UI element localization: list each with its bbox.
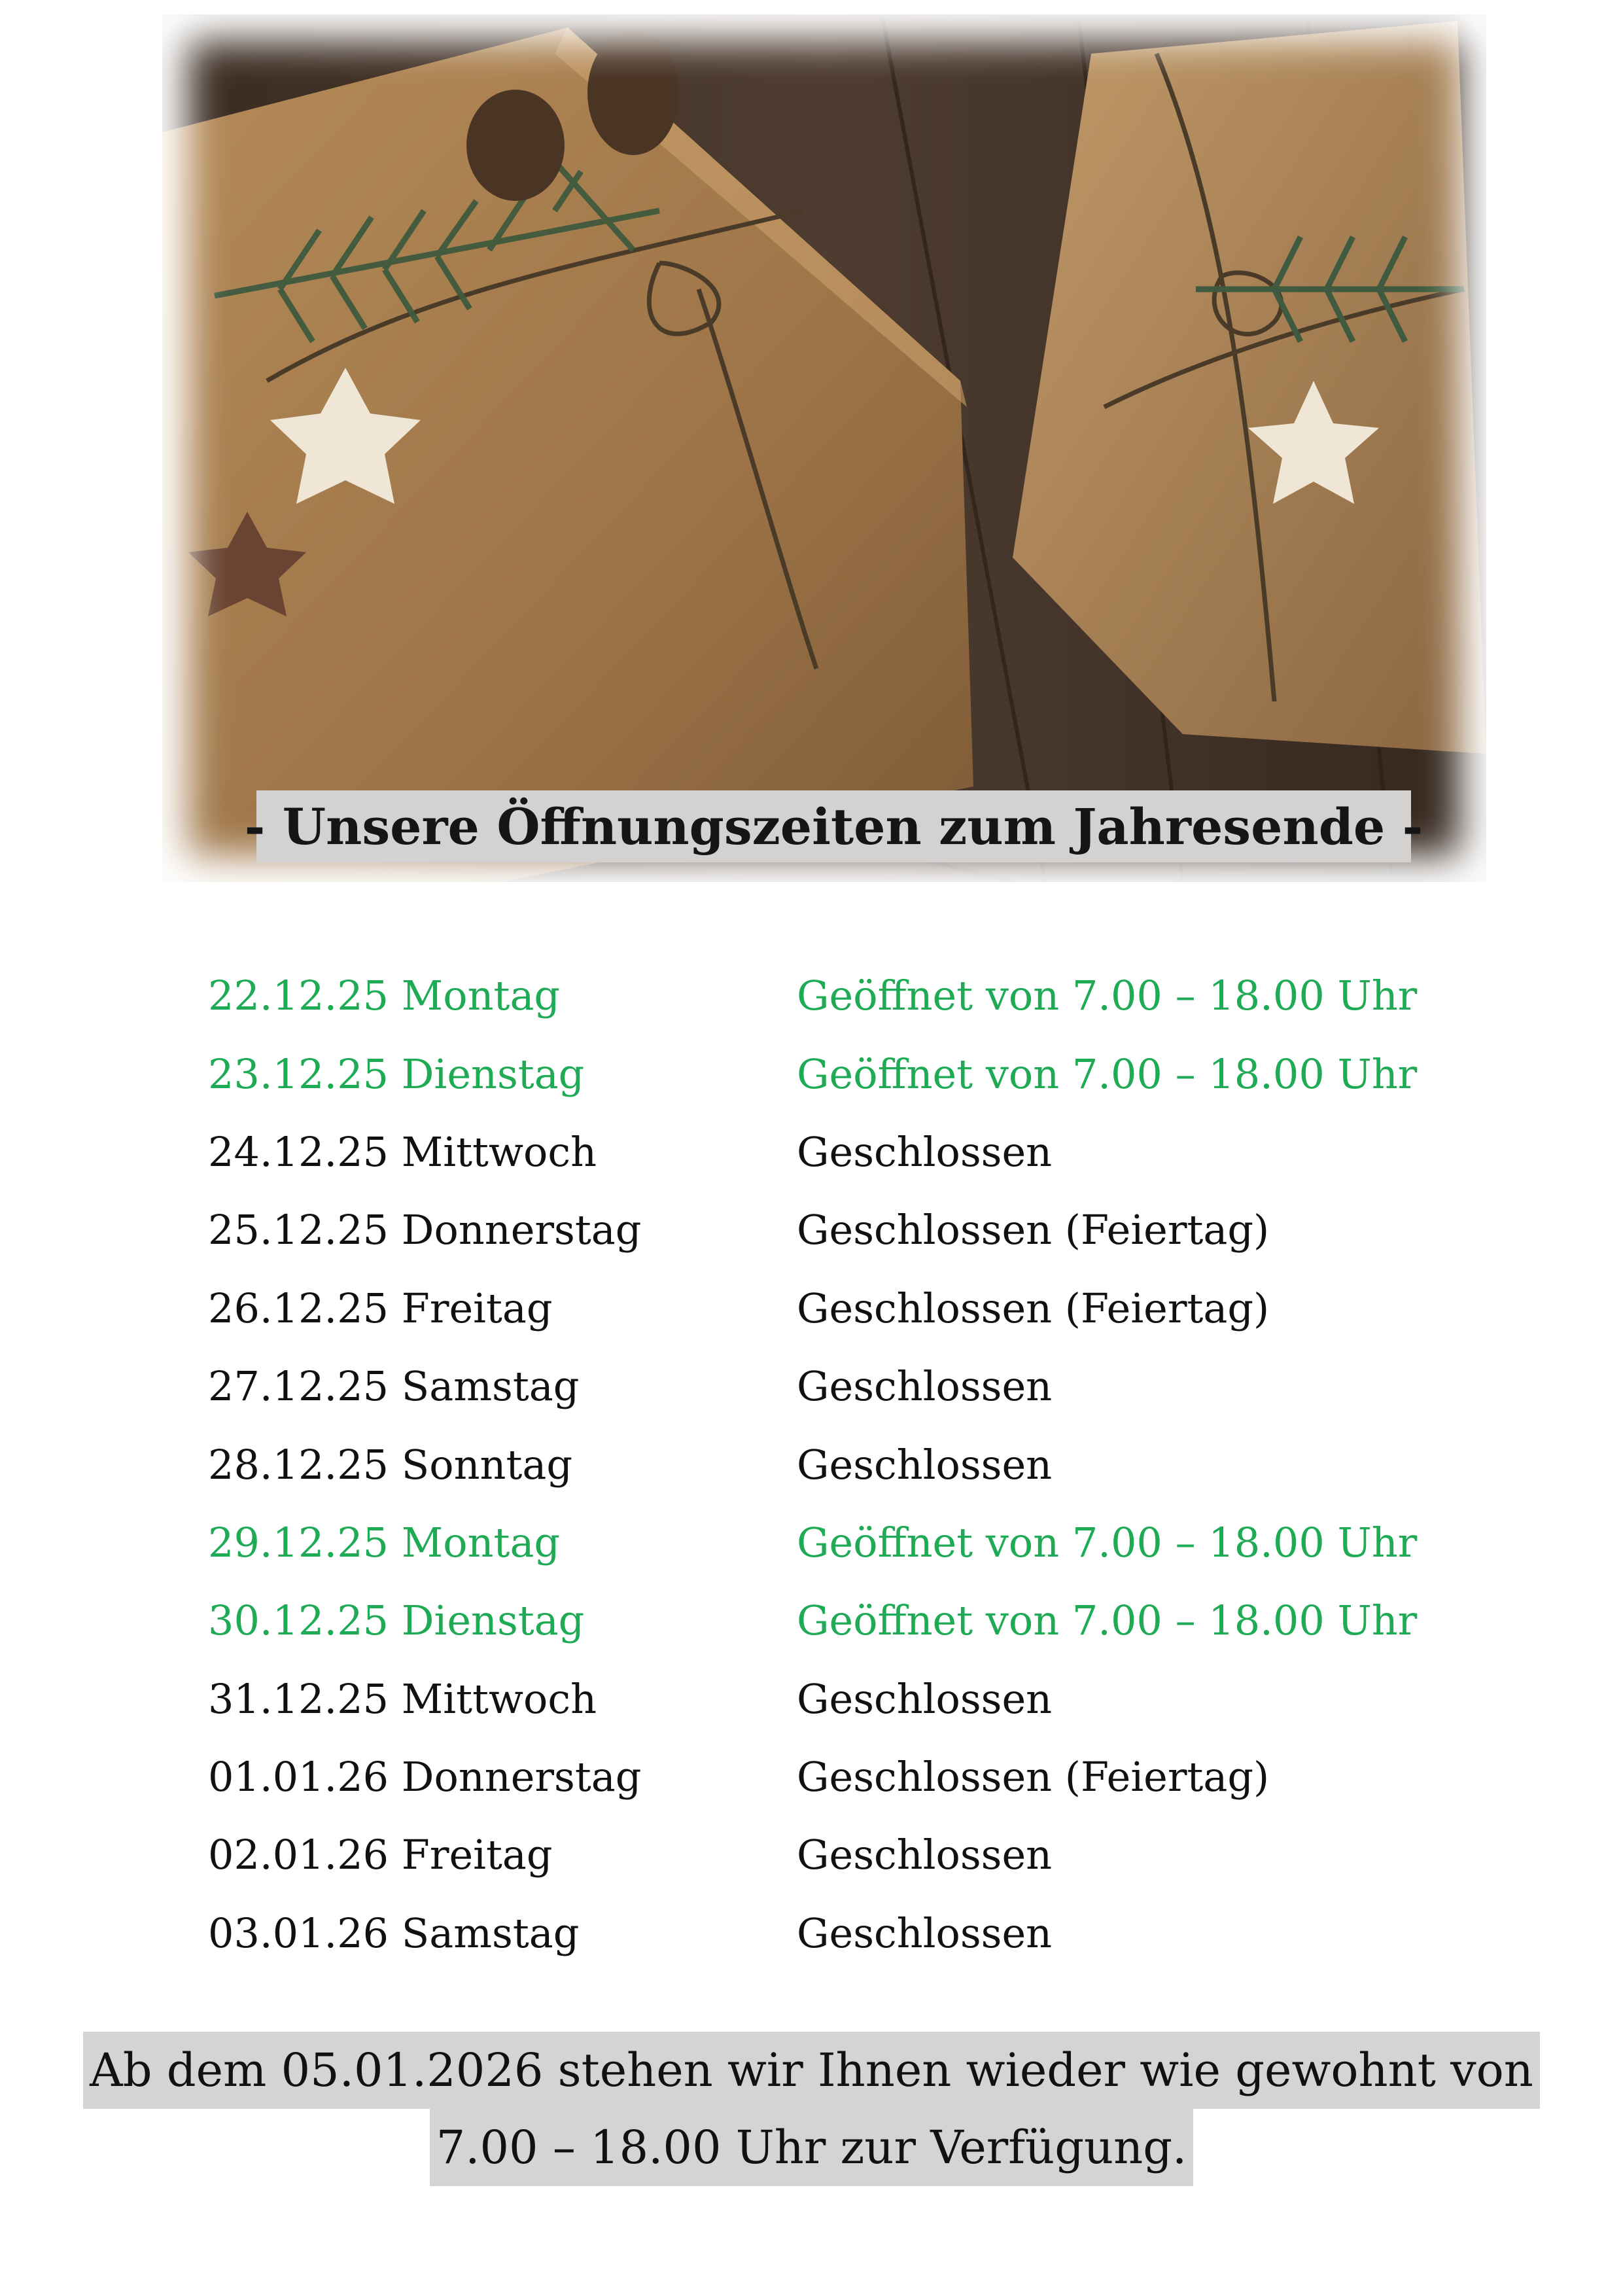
schedule-day: 25.12.25 Donnerstag <box>208 1206 642 1254</box>
schedule-status: Geschlossen (Feiertag) <box>797 1753 1270 1801</box>
schedule-status: Geschlossen <box>797 1674 1053 1723</box>
schedule-status: Geschlossen <box>797 1831 1053 1879</box>
opening-hours-list <box>208 957 1451 1972</box>
schedule-day: 28.12.25 Sonntag <box>208 1440 573 1489</box>
schedule-row <box>208 1347 1451 1425</box>
schedule-row <box>208 1191 1451 1269</box>
header-image <box>162 14 1486 882</box>
schedule-day: 24.12.25 Mittwoch <box>208 1127 597 1176</box>
schedule-status: Geöffnet von 7.00 – 18.00 Uhr <box>797 972 1418 1020</box>
schedule-row <box>208 1425 1451 1503</box>
page-title: - Unsere Öffnungszeiten zum Jahresende - <box>256 790 1411 862</box>
schedule-status: Geöffnet von 7.00 – 18.00 Uhr <box>797 1050 1418 1098</box>
schedule-status: Geschlossen (Feiertag) <box>797 1284 1270 1332</box>
schedule-row <box>208 957 1451 1034</box>
schedule-row <box>208 1816 1451 1894</box>
schedule-status: Geschlossen <box>797 1127 1053 1176</box>
schedule-status: Geschlossen <box>797 1909 1053 1957</box>
schedule-row <box>208 1269 1451 1347</box>
schedule-day: 02.01.26 Freitag <box>208 1831 553 1879</box>
schedule-row <box>208 1504 1451 1581</box>
schedule-row <box>208 1894 1451 1972</box>
schedule-day: 27.12.25 Samstag <box>208 1362 580 1411</box>
schedule-day: 01.01.26 Donnerstag <box>208 1753 642 1801</box>
gift-packages-photo-icon <box>162 14 1486 882</box>
schedule-row <box>208 1581 1451 1659</box>
schedule-day: 29.12.25 Montag <box>208 1518 561 1566</box>
schedule-status: Geöffnet von 7.00 – 18.00 Uhr <box>797 1518 1418 1566</box>
schedule-status: Geöffnet von 7.00 – 18.00 Uhr <box>797 1597 1418 1645</box>
schedule-day: 23.12.25 Dienstag <box>208 1050 585 1098</box>
schedule-status: Geschlossen <box>797 1440 1053 1489</box>
schedule-row <box>208 1660 1451 1738</box>
footer-line-2: 7.00 – 18.00 Uhr zur Verfügung. <box>430 2109 1194 2186</box>
schedule-status: Geschlossen <box>797 1362 1053 1411</box>
schedule-day: 22.12.25 Montag <box>208 972 561 1020</box>
schedule-day: 26.12.25 Freitag <box>208 1284 553 1332</box>
schedule-row <box>208 1738 1451 1816</box>
footer-note <box>0 2032 1623 2186</box>
schedule-status: Geschlossen (Feiertag) <box>797 1206 1270 1254</box>
footer-line-1: Ab dem 05.01.2026 stehen wir Ihnen wieder wie gewohnt von <box>83 2032 1540 2109</box>
schedule-row <box>208 1034 1451 1112</box>
schedule-day: 31.12.25 Mittwoch <box>208 1674 597 1723</box>
schedule-day: 03.01.26 Samstag <box>208 1909 580 1957</box>
schedule-day: 30.12.25 Dienstag <box>208 1597 585 1645</box>
schedule-row <box>208 1113 1451 1191</box>
